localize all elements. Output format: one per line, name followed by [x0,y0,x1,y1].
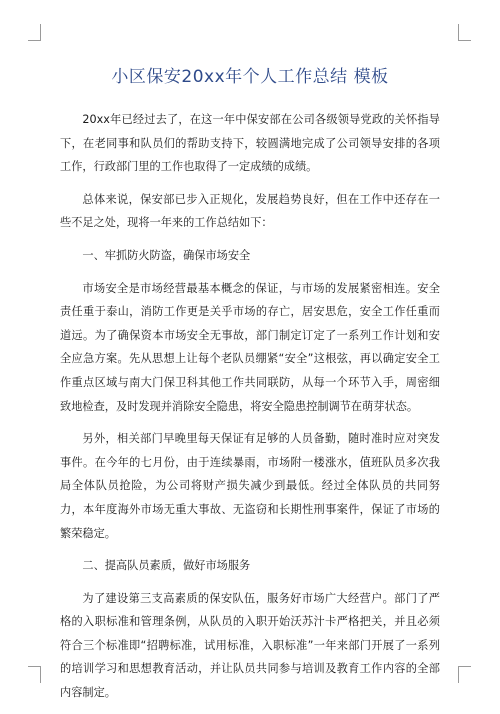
crop-mark-bottom-right [458,666,471,683]
document-title: 小区保安20xx年个人工作总结 模板 [111,67,389,87]
paragraph-team-building: 为了建设第三支高素质的保安队伍，服务好市场广大经营户。部门了严格的入职标准和管理条例，从队员的入职开始沃苏汁卡严格把关，并且必须符合三个标准即“招聘标准，试用标准，入职标准”一年来部门开展了一系列的培训学习和思想教育活动，并让队员共同参与培训及教育工作内容的全部内容制定。 [60,591,440,700]
crop-mark-top-right [458,24,471,41]
crop-mark-bottom-left [28,666,41,683]
paragraph-intro: 20xx年已经过去了，在这一年中保安部在公司各级领导党政的关怀指导下，在老同事和队员们的帮助支持下，较圆满地完成了公司领导安排的各项工作，行政部门里的工作也取得了一定成绩的成绩。 [60,113,440,174]
crop-mark-top-left [28,24,41,41]
section-heading-team-quality: 二、提高队员素质，做好市场服务 [82,559,251,573]
section-heading-fire-safety: 一、牢抓防火防盗，确保市场安全 [82,248,251,262]
paragraph-emergency-duty: 另外，相关部门早晚里每天保证有足够的人员备勤，随时准时应对突发事件。在今年的七月份，由于连续暴雨，市场附一楼涨水，值班队员多次我局全体队员抢险，为公司将财产损失减少到最低。经过全体队员的共同努力，本年度海外市场无重大事故、无盗窃和长期性刑事案件，保证了市场的繁荣稳定。 [60,432,440,540]
paragraph-market-safety: 市场安全是市场经营最基本概念的保证，与市场的发展紧密相连。安全责任重于泰山，消防工作更是关乎市场的存亡，居安思危，安全工作任重而道远。为了确保资本市场安全无事故，部门制定订定了一系列工作计划和安全应急方案。先从思想上让每个老队员绷紧“安全”这根弦，再以确定安全工作重点区域与南大门保卫科其他工作共同联防，从每一个环节入手，周密细致地检查，及时发现并消除安全隐患，将安全隐患控制调节在萌芽状态。 [60,281,440,413]
document-body [60,108,440,714]
paragraph-summary: 总体来说，保安部已步入正规化，发展趋势良好，但在工作中还存在一些不足之处，现将一年来的工作总结如下： [60,192,440,230]
